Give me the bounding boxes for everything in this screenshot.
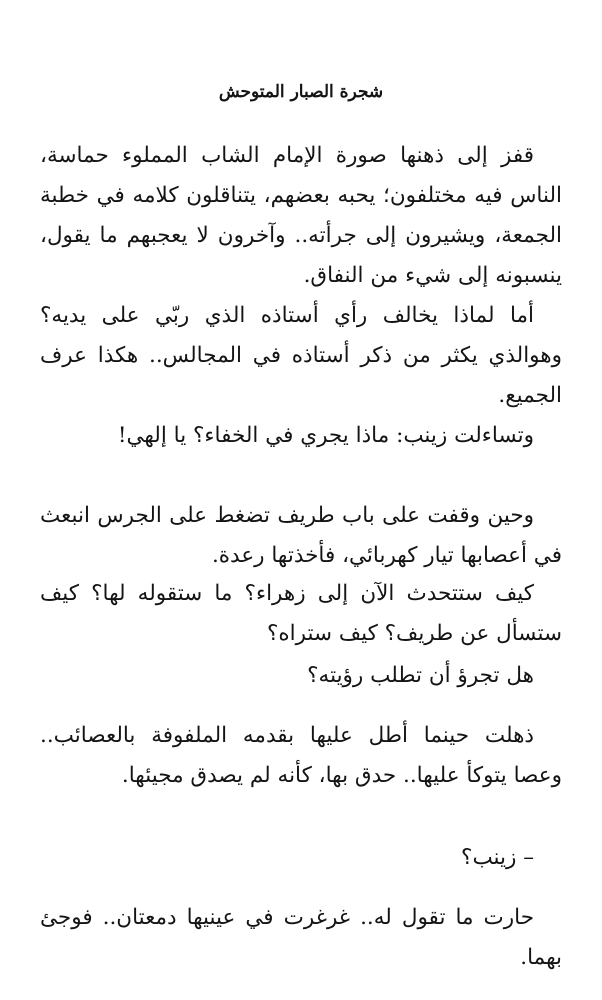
paragraph-4: وحين وقفت على باب طريف تضغط على الجرس انبعث في أعصابها تيار كهربائي، فأخذتها رعدة. <box>40 503 562 568</box>
paragraph-3: وتساءلت زينب: ماذا يجري في الخفاء؟ يا إلهي! <box>117 423 534 448</box>
book-page <box>40 0 562 1000</box>
paragraph-5: كيف ستتحدث الآن إلى زهراء؟ ما ستقوله لها؟ كيف ستسأل عن طريف؟ كيف ستراه؟ <box>40 581 562 646</box>
paragraph-6: هل تجرؤ أن تطلب رؤيته؟ <box>307 663 534 688</box>
dialogue-line: – زينب؟ <box>461 845 534 870</box>
paragraph-1: قفز إلى ذهنها صورة الإمام الشاب المملوء حماسة، الناس فيه مختلفون؛ يحبه بعضهم، يتناقلون كلامه في خطبة الجمعة، ويشيرون إلى جرأته.. وآخرون لا يعجبهم ما يقول، ينسبونه إلى شيء من النفاق. <box>40 143 562 288</box>
page-title: شجرة الصبار المتوحش <box>218 82 384 102</box>
paragraph-7: ذهلت حينما أطل عليها بقدمه الملفوفة بالعصائب.. وعصا يتوكأ عليها.. حدق بها، كأنه لم يصدق مجيئها. <box>40 723 562 788</box>
paragraph-2: أما لماذا يخالف رأي أستاذه الذي ربّي على يديه؟ وهوالذي يكثر من ذكر أستاذه في المجالس.. هكذا عرف الجميع. <box>40 303 562 408</box>
paragraph-8: حارت ما تقول له.. غرغرت في عينيها دمعتان.. فوجئ بهما. <box>40 905 562 970</box>
